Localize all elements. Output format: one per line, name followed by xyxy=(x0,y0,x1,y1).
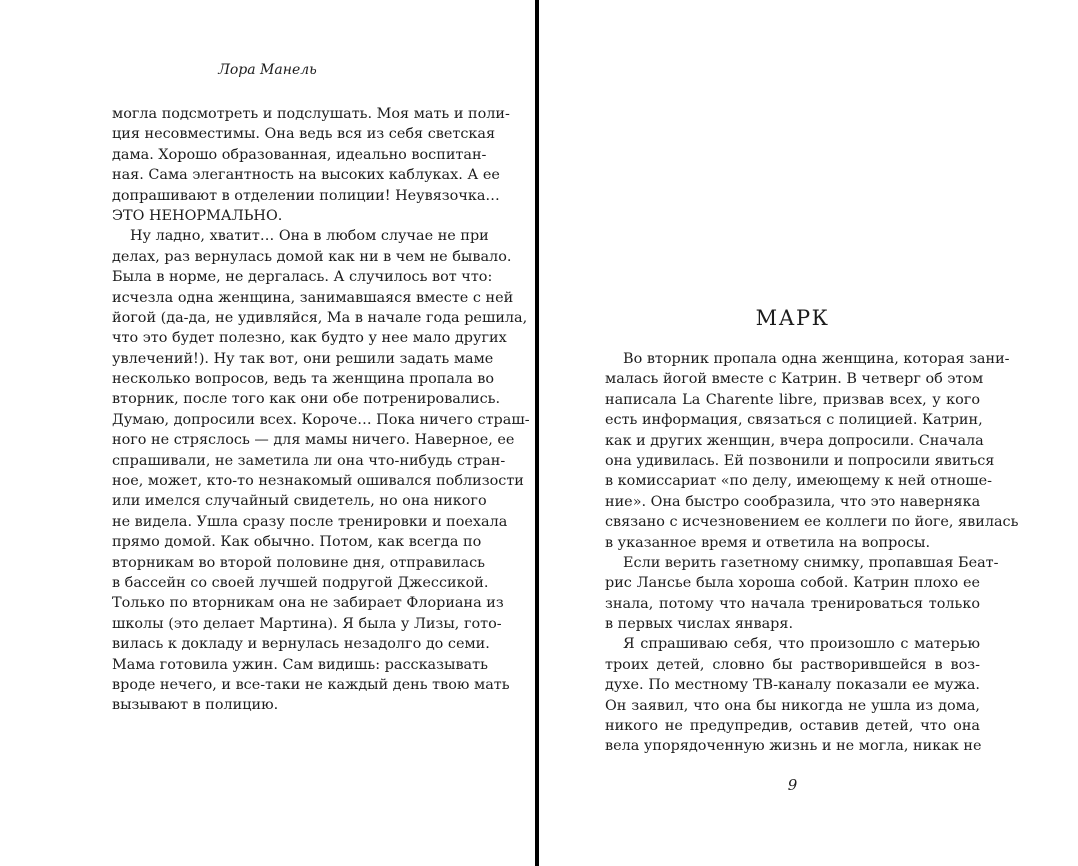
text-line: как и других женщин, вчера допросили. Сначала xyxy=(605,432,984,449)
text-line: вызывают в полицию. xyxy=(112,697,279,714)
text-line: никого не предупредив, оставив детей, что она xyxy=(605,718,980,735)
left-page xyxy=(0,0,535,866)
text-line: Ну ладно, хватит… Она в любом случае не при xyxy=(130,228,489,245)
left-body-text xyxy=(112,104,530,716)
text-line: могла подсмотреть и подслушать. Моя мать и поли- xyxy=(112,106,510,122)
text-line: делах, раз вернулась домой как ни в чем не бывало. xyxy=(112,248,512,265)
text-line: в первых числах января. xyxy=(605,616,794,633)
text-line: написала La Charente libre, призвав всех, у кого xyxy=(605,391,980,408)
text-line: Думаю, допросили всех. Короче… Пока ничего страш- xyxy=(112,411,530,428)
text-line: она удивилась. Ей позвонили и попросили явиться xyxy=(605,452,995,469)
text-line: ного не стряслось — для мамы ничего. Наверное, ее xyxy=(112,432,515,449)
text-line: духе. По местному ТВ-каналу показали ее мужа. xyxy=(605,677,980,694)
text-line: не видела. Ушла сразу после тренировки и поехала xyxy=(112,513,508,530)
text-line: рис Лансье была хороша собой. Катрин плохо ее xyxy=(605,575,980,592)
text-line: троих детей, словно бы растворившейся в воз- xyxy=(605,656,980,673)
text-line: исчезла одна женщина, занимавшаяся вместе с ней xyxy=(112,289,514,306)
text-line: Мама готовила ужин. Сам видишь: рассказывать xyxy=(112,656,488,673)
text-line: знала, потому что начала тренироваться только xyxy=(605,595,980,612)
text-line: в указанное время и ответила на вопросы. xyxy=(605,534,931,551)
right-page xyxy=(539,0,1078,866)
text-line: в комиссариат «по делу, имеющему к ней отноше- xyxy=(605,473,992,490)
text-line: йогой (да-да, не удивляйся, Ма в начале года решила, xyxy=(112,309,528,326)
text-line: вела упорядоченную жизнь и не могла, никак не xyxy=(605,738,982,755)
text-line: малась йогой вместе с Катрин. В четверг об этом xyxy=(605,371,984,388)
text-line: ЭТО НЕНОРМАЛЬНО. xyxy=(112,207,283,224)
text-line: Только по вторникам она не забирает Флориана из xyxy=(112,595,504,612)
text-line: ция несовместимы. Она ведь вся из себя светская xyxy=(112,126,496,143)
text-line: вторникам во второй половине дня, отправилась xyxy=(112,554,486,571)
running-head: Лора Манель xyxy=(218,62,317,78)
text-line: Была в норме, не дергалась. А случилось вот что: xyxy=(112,269,493,286)
text-line: есть информация, связаться с полицией. Катрин, xyxy=(605,412,983,429)
text-line: дама. Хорошо образованная, идеально воспитан- xyxy=(112,146,487,163)
text-line: увлечений!). Ну так вот, они решили задать маме xyxy=(112,350,494,367)
text-line: Я спрашиваю себя, что произошло с матерью xyxy=(623,636,980,653)
text-line: вторник, после того как они обе потренировались. xyxy=(112,391,501,408)
right-body-text xyxy=(605,349,1019,757)
chapter-title: МАРК xyxy=(755,306,830,330)
text-line: ная. Сама элегантность на высоких каблуках. А ее xyxy=(112,167,500,184)
text-line: в бассейн со своей лучшей подругой Джессикой. xyxy=(112,574,489,591)
text-line: вилась к докладу и вернулась незадолго до семи. xyxy=(112,636,490,653)
text-line: спрашивали, не заметила ли она что-нибудь стран- xyxy=(112,452,506,469)
text-line: Если верить газетному снимку, пропавшая Беат- xyxy=(623,554,999,571)
text-line: что это будет полезно, как будто у нее мало других xyxy=(112,330,507,347)
page-number: 9 xyxy=(787,776,798,794)
text-line: или имелся случайный свидетель, но она никого xyxy=(112,493,487,510)
text-line: ное, может, кто-то незнакомый ошивался поблизости xyxy=(112,473,524,490)
text-line: вроде нечего, и все-таки не каждый день твою мать xyxy=(112,676,510,693)
text-line: школы (это делает Мартина). Я была у Лизы, гото- xyxy=(112,615,502,632)
text-line: допрашивают в отделении полиции! Неувязочка… xyxy=(112,187,500,204)
text-line: Он заявил, что она бы никогда не ушла из дома, xyxy=(605,697,980,714)
text-line: Во вторник пропала одна женщина, которая зани- xyxy=(623,351,1010,367)
text-line: прямо домой. Как обычно. Потом, как всегда по xyxy=(112,534,482,551)
text-line: несколько вопросов, ведь та женщина пропала во xyxy=(112,371,495,388)
text-line: связано с исчезновением ее коллеги по йоге, явилась xyxy=(605,514,1019,531)
text-line: ние». Она быстро сообразила, что это наверняка xyxy=(605,493,981,510)
